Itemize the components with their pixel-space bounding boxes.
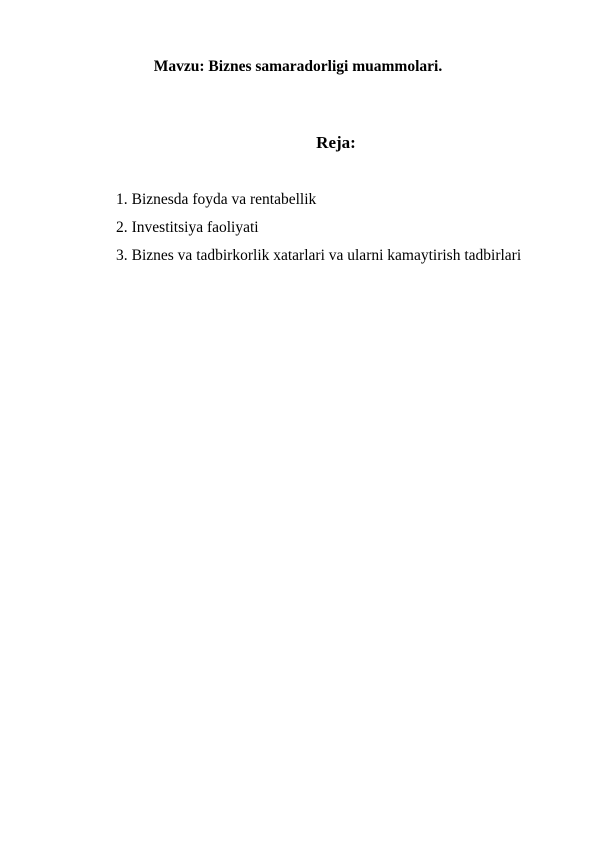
- plan-item-number: 1.: [116, 191, 128, 208]
- plan-item: [116, 190, 521, 210]
- plan-item-number: 2.: [116, 219, 128, 236]
- plan-item-number: 3.: [116, 247, 128, 264]
- plan-item: [116, 218, 521, 238]
- plan-item-text: Investitsiya faoliyati: [131, 219, 259, 236]
- plan-heading: Reja:: [316, 133, 356, 152]
- plan-list: [116, 190, 521, 274]
- topic-title: Mavzu: Biznes samaradorligi muammolari.: [153, 58, 443, 75]
- plan-item-text: Biznes va tadbirkorlik xatarlari va ularni kamaytirish tadbirlari: [131, 247, 522, 264]
- plan-item-text: Biznesda foyda va rentabellik: [131, 191, 317, 208]
- plan-item: [116, 246, 521, 266]
